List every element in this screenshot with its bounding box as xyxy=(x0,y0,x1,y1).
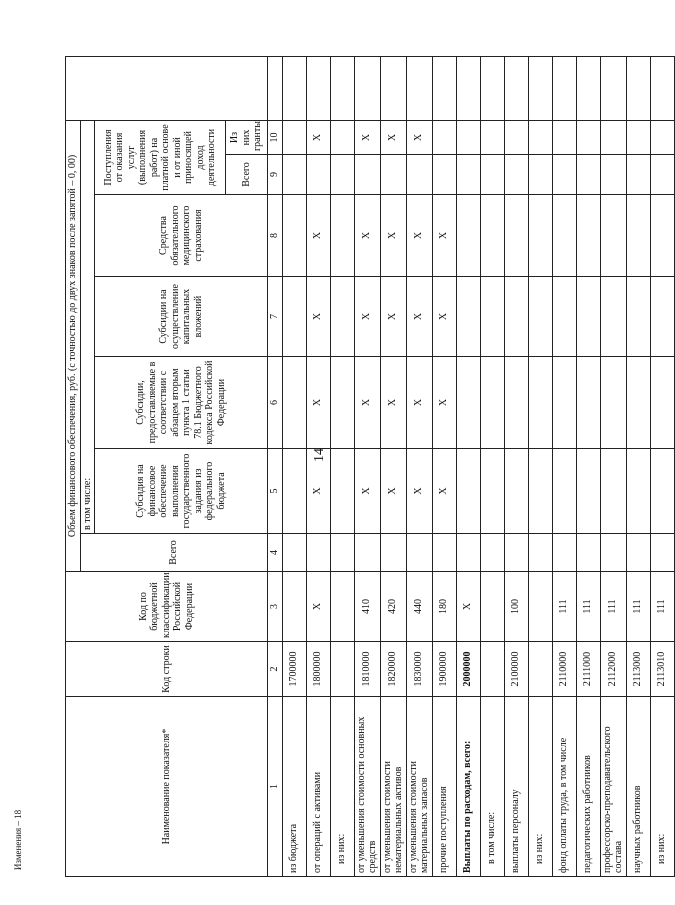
row-sub-78 xyxy=(626,357,650,449)
row-kbk: X xyxy=(456,572,480,642)
colnum: 6 xyxy=(268,357,283,449)
row-sub-78: X xyxy=(432,357,456,449)
row-extra xyxy=(552,56,576,120)
row-kbk: 111 xyxy=(650,572,674,642)
row-kbk: 420 xyxy=(380,572,406,642)
row-grants: X xyxy=(406,120,432,154)
row-total xyxy=(504,534,528,572)
header-code: Код строки xyxy=(66,642,268,697)
row-grants xyxy=(576,120,600,154)
row-oms: X xyxy=(354,195,380,277)
row-grants xyxy=(456,120,480,154)
row-sub-gz xyxy=(480,449,504,534)
table-row xyxy=(552,56,576,876)
financial-table xyxy=(65,56,675,877)
row-total xyxy=(576,534,600,572)
row-oms xyxy=(650,195,674,277)
row-paid-total xyxy=(552,155,576,195)
row-extra xyxy=(528,56,552,120)
row-kbk: 410 xyxy=(354,572,380,642)
row-total xyxy=(354,534,380,572)
row-sub-cap xyxy=(576,277,600,357)
row-total xyxy=(552,534,576,572)
row-sub-gz xyxy=(456,449,480,534)
row-name: из них: xyxy=(650,697,674,877)
row-extra xyxy=(380,56,406,120)
row-total xyxy=(480,534,504,572)
row-sub-cap xyxy=(456,277,480,357)
row-paid-total xyxy=(504,155,528,195)
row-sub-78 xyxy=(330,357,354,449)
row-oms: X xyxy=(306,195,330,277)
table-row xyxy=(432,56,456,876)
row-extra xyxy=(432,56,456,120)
row-name: от уменьшения стоимости основных средств xyxy=(354,697,380,877)
row-grants xyxy=(600,120,626,154)
row-name: педагогических работников xyxy=(576,697,600,877)
row-extra xyxy=(330,56,354,120)
row-extra xyxy=(480,56,504,120)
row-grants xyxy=(552,120,576,154)
colnum: 10 xyxy=(268,120,283,154)
row-sub-cap xyxy=(650,277,674,357)
row-sub-78: X xyxy=(380,357,406,449)
row-paid-total xyxy=(282,155,306,195)
header-incl: в том числе: xyxy=(80,120,95,533)
row-oms xyxy=(480,195,504,277)
colnum: 9 xyxy=(268,155,283,195)
row-sub-78 xyxy=(552,357,576,449)
row-extra xyxy=(456,56,480,120)
row-grants xyxy=(626,120,650,154)
table-row xyxy=(650,56,674,876)
row-oms xyxy=(552,195,576,277)
table-row xyxy=(282,56,306,876)
row-grants xyxy=(650,120,674,154)
row-sub-gz xyxy=(626,449,650,534)
row-sub-cap: X xyxy=(432,277,456,357)
row-paid-total xyxy=(528,155,552,195)
row-kbk: 111 xyxy=(626,572,650,642)
row-extra xyxy=(600,56,626,120)
row-total xyxy=(330,534,354,572)
row-total xyxy=(432,534,456,572)
row-code: 2110000 xyxy=(552,642,576,697)
row-grants: X xyxy=(354,120,380,154)
row-kbk: 111 xyxy=(600,572,626,642)
row-code xyxy=(330,642,354,697)
table-row xyxy=(504,56,528,876)
row-extra xyxy=(306,56,330,120)
row-total xyxy=(650,534,674,572)
row-oms: X xyxy=(406,195,432,277)
row-paid-total xyxy=(432,155,456,195)
row-kbk xyxy=(330,572,354,642)
header-sub-78: Субсидии, предоставляемые в соответствии с абзацем вторым пункта 1 статьи 78.1 Бюджетного кодекса Российской Федерации xyxy=(95,357,268,449)
row-paid-total xyxy=(306,155,330,195)
row-kbk: 100 xyxy=(504,572,528,642)
row-total xyxy=(600,534,626,572)
row-total xyxy=(456,534,480,572)
table-row xyxy=(456,56,480,876)
row-paid-total xyxy=(380,155,406,195)
row-grants xyxy=(528,120,552,154)
colnum: 1 xyxy=(268,697,283,877)
row-extra xyxy=(406,56,432,120)
row-sub-gz xyxy=(504,449,528,534)
row-sub-gz: X xyxy=(432,449,456,534)
colnum: 2 xyxy=(268,642,283,697)
row-sub-cap xyxy=(504,277,528,357)
row-sub-gz xyxy=(330,449,354,534)
row-grants xyxy=(480,120,504,154)
row-sub-78 xyxy=(282,357,306,449)
row-sub-cap: X xyxy=(406,277,432,357)
row-name: из них: xyxy=(330,697,354,877)
row-grants xyxy=(330,120,354,154)
row-kbk xyxy=(528,572,552,642)
row-code: 2000000 xyxy=(456,642,480,697)
row-sub-gz: X xyxy=(306,449,330,534)
row-kbk: 440 xyxy=(406,572,432,642)
row-sub-78 xyxy=(504,357,528,449)
row-name: профессорско-преподавательского состава xyxy=(600,697,626,877)
row-name: Выплаты по расходам, всего: xyxy=(456,697,480,877)
row-extra xyxy=(650,56,674,120)
table-row xyxy=(380,56,406,876)
header-kbk: Код по бюджетной классификации Российской Федерации xyxy=(66,572,268,642)
row-total xyxy=(306,534,330,572)
header-sub-cap: Субсидии на осуществление капитальных вложений xyxy=(95,277,268,357)
row-sub-78: X xyxy=(406,357,432,449)
row-grants xyxy=(432,120,456,154)
row-sub-gz xyxy=(600,449,626,534)
row-paid-total xyxy=(480,155,504,195)
header-paid-total: Всего xyxy=(226,155,268,195)
row-sub-78: X xyxy=(306,357,330,449)
colnum: 3 xyxy=(268,572,283,642)
row-name: выплаты персоналу xyxy=(504,697,528,877)
table-row xyxy=(626,56,650,876)
colnum-empty xyxy=(268,56,283,120)
row-sub-78 xyxy=(456,357,480,449)
row-sub-gz xyxy=(650,449,674,534)
row-extra xyxy=(282,56,306,120)
row-sub-cap xyxy=(480,277,504,357)
row-sub-cap: X xyxy=(380,277,406,357)
row-sub-78 xyxy=(650,357,674,449)
table-row xyxy=(600,56,626,876)
header-paid: Поступления от оказания услуг (выполнения работ) на платной основе и от иной приносящей доход деятельности xyxy=(95,120,226,194)
header-total: Всего xyxy=(80,534,268,572)
row-sub-gz xyxy=(552,449,576,534)
colnum: 5 xyxy=(268,449,283,534)
row-sub-78 xyxy=(600,357,626,449)
row-extra xyxy=(354,56,380,120)
row-grants xyxy=(504,120,528,154)
row-paid-total xyxy=(576,155,600,195)
row-sub-78 xyxy=(576,357,600,449)
table-row xyxy=(576,56,600,876)
row-sub-gz xyxy=(282,449,306,534)
row-code: 1700000 xyxy=(282,642,306,697)
row-extra xyxy=(504,56,528,120)
colnum: 7 xyxy=(268,277,283,357)
row-sub-cap xyxy=(626,277,650,357)
row-total xyxy=(626,534,650,572)
row-extra xyxy=(626,56,650,120)
row-oms xyxy=(504,195,528,277)
row-paid-total xyxy=(406,155,432,195)
row-kbk: 180 xyxy=(432,572,456,642)
row-sub-cap xyxy=(528,277,552,357)
row-name: научных работников xyxy=(626,697,650,877)
row-paid-total xyxy=(650,155,674,195)
row-code: 1810000 xyxy=(354,642,380,697)
row-kbk: X xyxy=(306,572,330,642)
row-sub-gz xyxy=(528,449,552,534)
table-row xyxy=(306,56,330,876)
row-code: 1900000 xyxy=(432,642,456,697)
row-oms xyxy=(330,195,354,277)
row-name: от операций с активами xyxy=(306,697,330,877)
row-sub-cap: X xyxy=(306,277,330,357)
row-grants xyxy=(282,120,306,154)
header-volume: Объем финансового обеспечения, руб. (с точностью до двух знаков после запятой – 0, 00) xyxy=(66,120,81,571)
row-extra xyxy=(576,56,600,120)
row-name: от уменьшения стоимости материальных запасов xyxy=(406,697,432,877)
row-code: 2113000 xyxy=(626,642,650,697)
header-oms: Средства обязательного медицинского страхования xyxy=(95,195,268,277)
row-code: 1820000 xyxy=(380,642,406,697)
row-paid-total xyxy=(354,155,380,195)
page-number: 14 xyxy=(312,448,327,462)
row-sub-cap xyxy=(282,277,306,357)
table-row xyxy=(330,56,354,876)
row-paid-total xyxy=(456,155,480,195)
row-sub-78 xyxy=(480,357,504,449)
row-code xyxy=(480,642,504,697)
table-row xyxy=(354,56,380,876)
header-name: Наименование показателя* xyxy=(66,697,268,877)
row-name: прочие поступления xyxy=(432,697,456,877)
row-paid-total xyxy=(626,155,650,195)
table-row xyxy=(480,56,504,876)
row-total xyxy=(406,534,432,572)
row-sub-gz: X xyxy=(380,449,406,534)
row-total xyxy=(282,534,306,572)
row-oms xyxy=(576,195,600,277)
row-oms xyxy=(456,195,480,277)
row-oms: X xyxy=(432,195,456,277)
table-row xyxy=(406,56,432,876)
row-kbk: 111 xyxy=(552,572,576,642)
row-name: из них: xyxy=(528,697,552,877)
row-oms: X xyxy=(380,195,406,277)
row-name: от уменьшения стоимости нематериальных активов xyxy=(380,697,406,877)
row-sub-gz xyxy=(576,449,600,534)
footer-note: Изменения – 18 xyxy=(13,809,23,871)
row-kbk xyxy=(480,572,504,642)
row-kbk: 111 xyxy=(576,572,600,642)
row-name: из бюджета xyxy=(282,697,306,877)
row-sub-cap xyxy=(552,277,576,357)
colnum: 4 xyxy=(268,534,283,572)
row-code: 1830000 xyxy=(406,642,432,697)
colnum: 8 xyxy=(268,195,283,277)
row-code xyxy=(528,642,552,697)
row-grants: X xyxy=(306,120,330,154)
row-total xyxy=(380,534,406,572)
row-grants: X xyxy=(380,120,406,154)
row-paid-total xyxy=(600,155,626,195)
row-oms xyxy=(528,195,552,277)
row-total xyxy=(528,534,552,572)
row-sub-cap xyxy=(330,277,354,357)
row-sub-cap: X xyxy=(354,277,380,357)
row-oms xyxy=(600,195,626,277)
header-empty xyxy=(66,56,268,120)
row-code: 2112000 xyxy=(600,642,626,697)
table-row xyxy=(528,56,552,876)
row-kbk xyxy=(282,572,306,642)
row-sub-gz: X xyxy=(354,449,380,534)
row-code: 1800000 xyxy=(306,642,330,697)
row-code: 2100000 xyxy=(504,642,528,697)
row-sub-78: X xyxy=(354,357,380,449)
row-sub-78 xyxy=(528,357,552,449)
header-grants: Из них гранты xyxy=(226,120,268,154)
row-code: 2113010 xyxy=(650,642,674,697)
row-oms xyxy=(282,195,306,277)
row-name: в том числе: xyxy=(480,697,504,877)
row-code: 2111000 xyxy=(576,642,600,697)
row-sub-gz: X xyxy=(406,449,432,534)
row-name: фонд оплаты труда, в том числе xyxy=(552,697,576,877)
header-sub-gz: Субсидия на финансовое обеспечение выполнения государственного задания из федерального бюджета xyxy=(95,449,268,534)
row-sub-cap xyxy=(600,277,626,357)
row-oms xyxy=(626,195,650,277)
row-paid-total xyxy=(330,155,354,195)
rotated-table-container xyxy=(65,57,668,877)
